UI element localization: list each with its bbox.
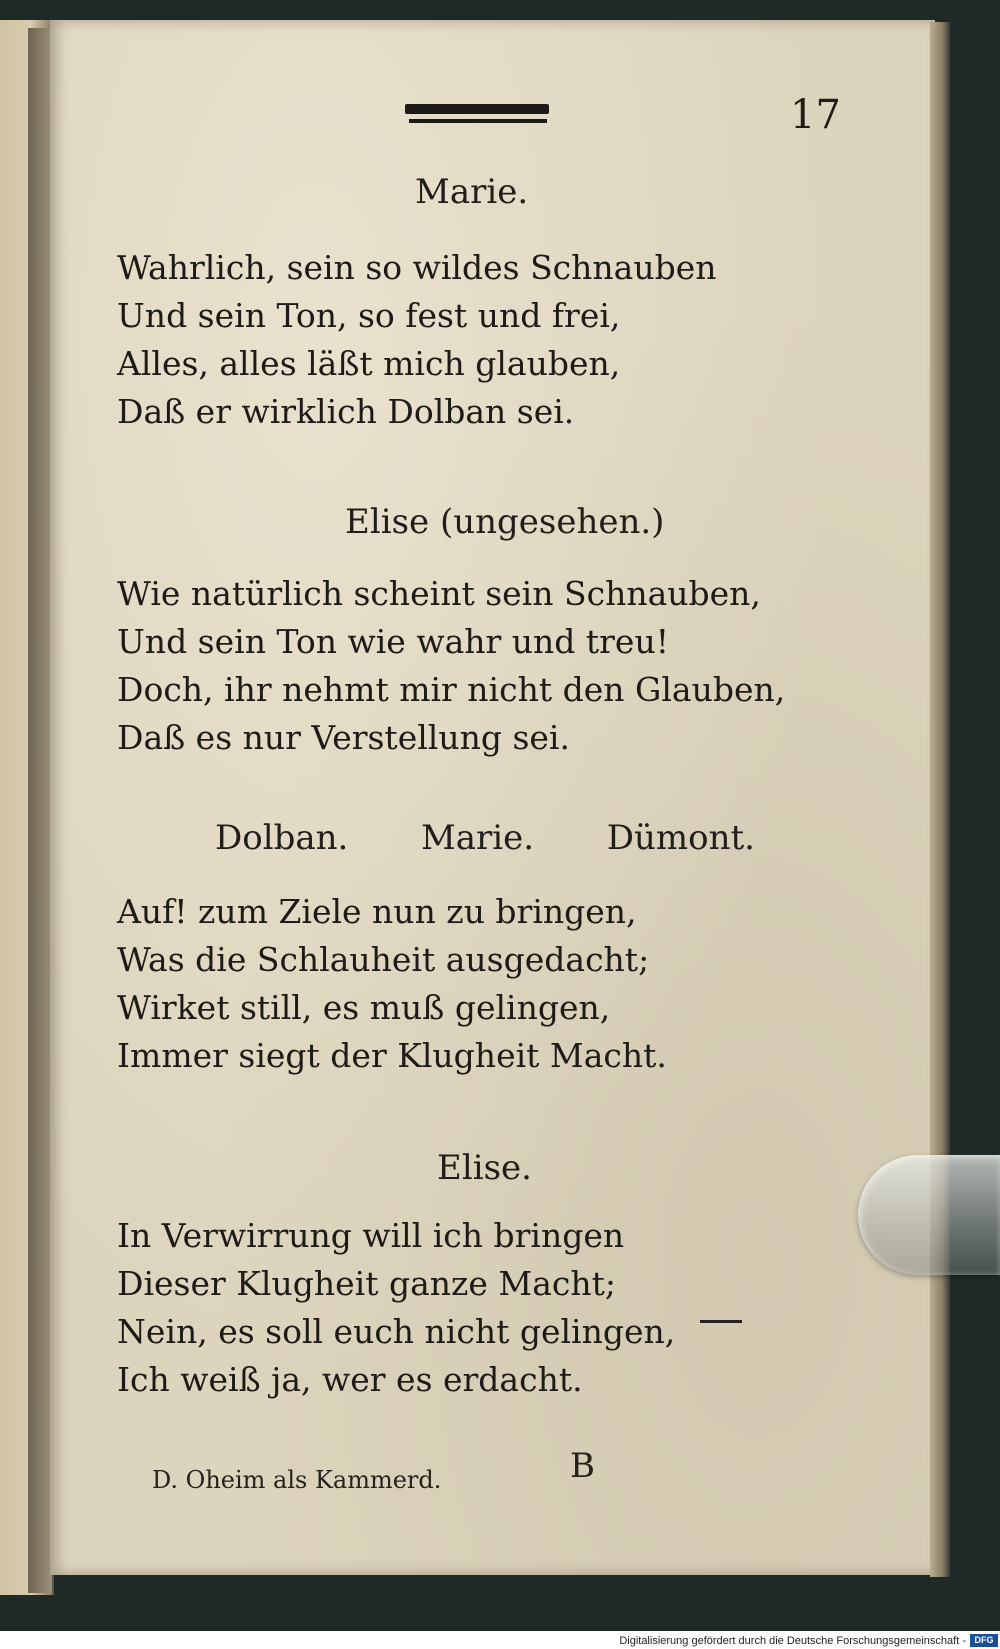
verse-line: Auf! zum Ziele nun zu bringen, [117,892,637,931]
speaker-name: Dolban. [215,818,349,858]
verse-line: Dieser Klugheit ganze Macht; [117,1264,616,1303]
verse-line: Wirket still, es muß gelingen, [117,988,611,1027]
verse-line: Und sein Ton wie wahr und treu! [117,622,669,661]
verse-line: In Verwirrung will ich bringen [117,1216,625,1255]
verse-line: Ich weiß ja, wer es erdacht. [117,1360,583,1399]
em-dash [700,1320,742,1323]
verse-line: Alles, alles läßt mich glauben, [117,344,621,383]
verse-line: Nein, es soll euch nicht gelingen, [117,1312,676,1351]
verse-stanza [117,888,667,1080]
speaker-name: Marie. [420,818,535,858]
verse-stanza [117,244,717,436]
speaker-heading: Elise. [437,1148,532,1188]
page-clip [858,1155,1000,1275]
header-rule-thick [405,104,549,114]
header-rule-thin [409,119,547,123]
signature-mark: B [570,1446,595,1486]
verse-line: Doch, ihr nehmt mir nicht den Glauben, [117,670,786,709]
verse-stanza [117,1212,675,1404]
page-number: 17 [790,92,841,138]
verse-line: Und sein Ton, so fest und frei, [117,296,621,335]
book-gutter [28,28,52,1593]
speaker-heading: Elise (ungesehen.) [345,502,665,542]
verse-line: Daß er wirklich Dolban sei. [117,392,575,431]
footer-bar [0,1631,1000,1649]
verse-line: Immer siegt der Klugheit Macht. [117,1036,667,1075]
verse-line: Daß es nur Verstellung sei. [117,718,570,757]
page-stack-edge [930,22,950,1577]
footer-credit: Digitalisierung gefördert durch die Deutsche Forschungsgemeinschaft - [619,1635,966,1647]
speaker-heading-group [215,818,755,858]
speaker-name: Dümont. [606,818,755,858]
speaker-heading: Marie. [415,172,529,212]
verse-stanza [117,570,785,762]
dfg-logo: DFG [970,1634,998,1647]
verse-line: Wie natürlich scheint sein Schnauben, [117,574,761,613]
verse-line: Wahrlich, sein so wildes Schnauben [117,248,717,287]
verse-line: Was die Schlauheit ausgedacht; [117,940,650,979]
stage-note: D. Oheim als Kammerd. [152,1466,442,1494]
header-rule [405,104,549,126]
